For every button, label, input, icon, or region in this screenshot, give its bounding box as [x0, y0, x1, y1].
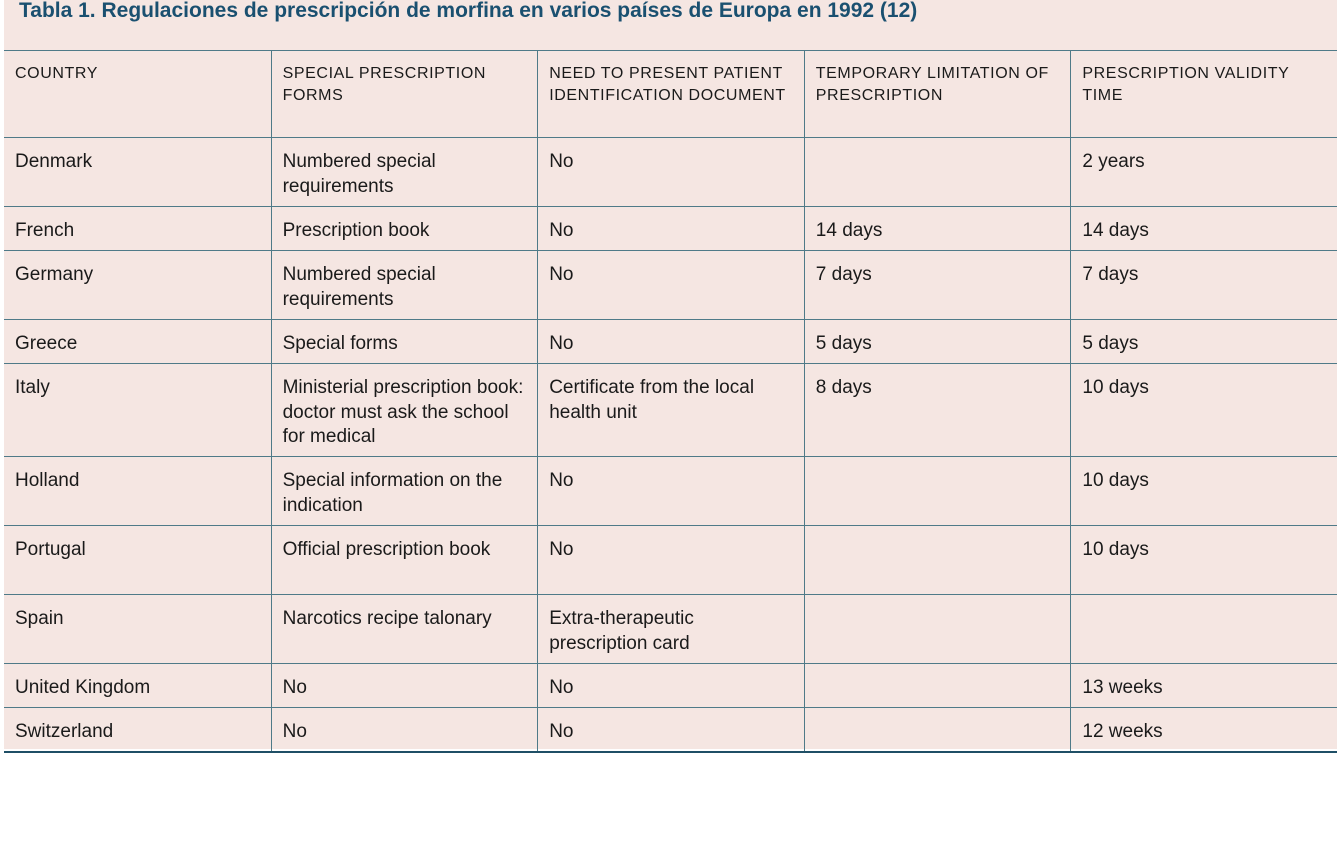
cell-special-forms: Numbered special requirements	[271, 138, 538, 206]
cell-temporary-limitation: 7 days	[804, 251, 1071, 319]
cell-temporary-limitation: 14 days	[804, 207, 1071, 250]
cell-patient-id: No	[537, 457, 804, 525]
table-row	[4, 207, 1337, 251]
cell-temporary-limitation	[804, 595, 1071, 663]
table-row	[4, 526, 1337, 595]
table-panel	[4, 0, 1337, 749]
table-header-row	[4, 51, 1337, 138]
header-patient-id: NEED TO PRESENT PATIENT IDENTIFICATION DOCUMENT	[537, 51, 804, 137]
cell-patient-id: No	[537, 251, 804, 319]
cell-special-forms: Narcotics recipe talonary	[271, 595, 538, 663]
table-row	[4, 595, 1337, 664]
cell-temporary-limitation: 8 days	[804, 364, 1071, 456]
cell-special-forms: Official prescription book	[271, 526, 538, 594]
table-row	[4, 708, 1337, 753]
cell-special-forms: Ministerial prescription book: doctor must ask the school for medical	[271, 364, 538, 456]
cell-country: Denmark	[15, 151, 93, 172]
cell-temporary-limitation	[804, 708, 1071, 751]
cell-validity-time: 14 days	[1070, 207, 1337, 250]
cell-validity-time: 10 days	[1070, 457, 1337, 525]
cell-patient-id: No	[537, 664, 804, 707]
cell-country: French	[15, 220, 75, 241]
cell-special-forms: Special forms	[271, 320, 538, 363]
cell-temporary-limitation	[804, 457, 1071, 525]
cell-country: Switzerland	[15, 721, 114, 742]
cell-validity-time: 13 weeks	[1070, 664, 1337, 707]
header-validity-time: PRESCRIPTION VALIDITY TIME	[1070, 51, 1337, 137]
cell-country: Italy	[15, 377, 50, 398]
cell-special-forms: Prescription book	[271, 207, 538, 250]
cell-patient-id: No	[537, 207, 804, 250]
cell-country: Germany	[15, 264, 94, 285]
cell-patient-id: No	[537, 526, 804, 594]
cell-country: Holland	[15, 470, 80, 491]
cell-country: Greece	[15, 333, 78, 354]
header-special-forms: SPECIAL PRESCRIPTION FORMS	[271, 51, 538, 137]
table-row	[4, 364, 1337, 457]
cell-validity-time: 10 days	[1070, 526, 1337, 594]
cell-special-forms: No	[271, 664, 538, 707]
table-row	[4, 457, 1337, 526]
table-title: Tabla 1. Regulaciones de prescripción de morfina en varios países de Europa en 1992 (12)	[19, 0, 918, 22]
table-row	[4, 251, 1337, 320]
cell-temporary-limitation	[804, 138, 1071, 206]
header-temporary-limitation: TEMPORARY LIMITATION OF PRESCRIPTION	[804, 51, 1071, 137]
cell-country: United Kingdom	[15, 677, 151, 698]
cell-country: Spain	[15, 608, 64, 629]
table-row	[4, 664, 1337, 708]
cell-country: Portugal	[15, 539, 86, 560]
cell-validity-time: 2 years	[1070, 138, 1337, 206]
table-row	[4, 320, 1337, 364]
cell-special-forms: Special information on the indication	[271, 457, 538, 525]
cell-special-forms: Numbered special requirements	[271, 251, 538, 319]
cell-temporary-limitation: 5 days	[804, 320, 1071, 363]
table-row	[4, 138, 1337, 207]
cell-special-forms: No	[271, 708, 538, 751]
cell-validity-time: 5 days	[1070, 320, 1337, 363]
cell-validity-time	[1070, 595, 1337, 663]
cell-temporary-limitation	[804, 526, 1071, 594]
cell-patient-id: No	[537, 708, 804, 751]
cell-validity-time: 12 weeks	[1070, 708, 1337, 751]
cell-patient-id: Certificate from the local health unit	[537, 364, 804, 456]
cell-temporary-limitation	[804, 664, 1071, 707]
data-table	[4, 50, 1337, 753]
cell-patient-id: Extra-therapeutic prescription card	[537, 595, 804, 663]
cell-validity-time: 7 days	[1070, 251, 1337, 319]
cell-validity-time: 10 days	[1070, 364, 1337, 456]
cell-patient-id: No	[537, 320, 804, 363]
cell-patient-id: No	[537, 138, 804, 206]
header-country: COUNTRY	[15, 65, 99, 82]
